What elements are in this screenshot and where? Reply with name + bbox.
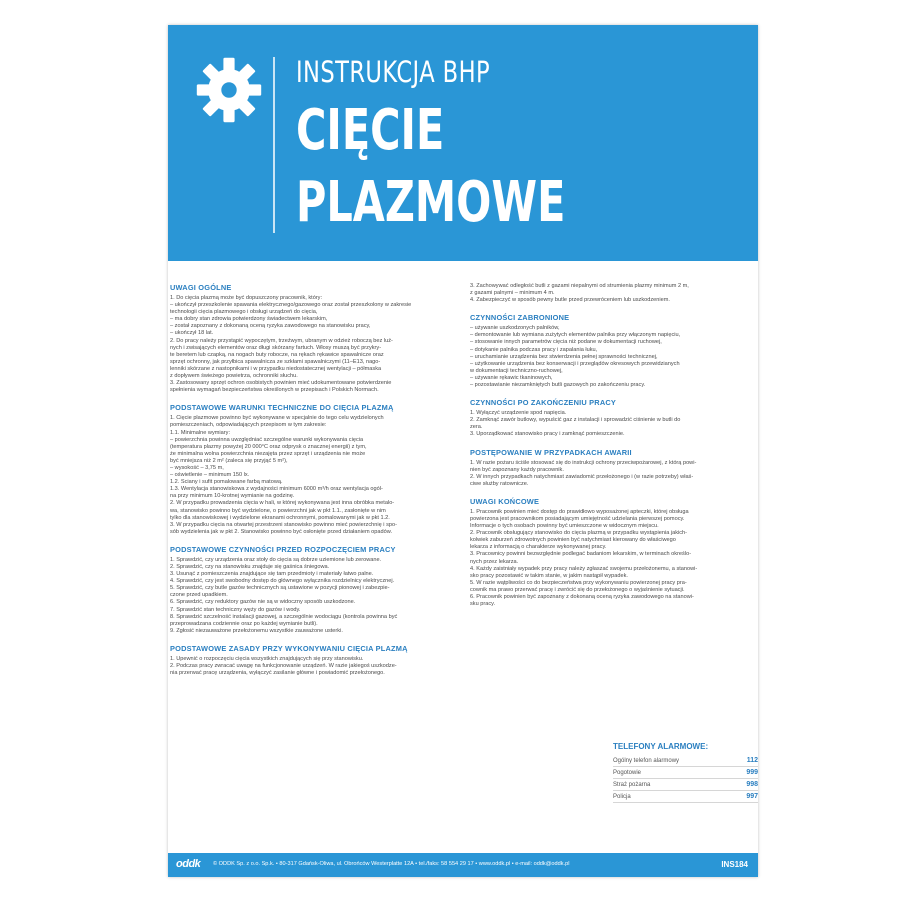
- section-text-line: 1. Pracownik powinien mieć dostęp do prawidłowo wyposażonej apteczki, której obsługa: [470, 508, 689, 515]
- document-code: INS184: [721, 860, 748, 869]
- section-text-line: – używanie uszkodzonych palników,: [470, 325, 560, 332]
- section-text-line: 3. Pracownicy powinni bezwzględnie podlegać badaniom lekarskim, w terminach określo-: [470, 551, 692, 558]
- section-text-line: być mniejsza niż 2 m² (zaleca się przyjąć 5 m²),: [170, 457, 288, 464]
- section: [470, 283, 760, 304]
- footer: [168, 853, 758, 877]
- section-text-line: nia przerwać pracę urządzenia, wyłączyć zasilanie główne i powiadomić przełożonego.: [170, 670, 385, 677]
- section-text-line: 1. Do cięcia plazmą może być dopuszczony pracownik, który:: [170, 295, 323, 301]
- phone-label: Straż pożarna: [613, 782, 651, 788]
- phone-number: 998: [746, 781, 758, 788]
- section-text-line: – ukończył przeszkolenie spawania elektrycznego/gazowego oraz został przeszkolony w zakresie: [170, 302, 412, 309]
- document-type: INSTRUKCJA BHP: [296, 55, 491, 89]
- section-text-line: zera.: [470, 424, 483, 431]
- section-text-line: – powierzchnia powinna uwzględniać szczególne warunki wykonywania cięcia: [170, 436, 364, 443]
- left-column: [170, 283, 460, 686]
- section: [470, 448, 760, 488]
- section-text-line: – został zapoznany z dokonaną oceną ryzyka zawodowego na stanowisku pracy,: [170, 323, 371, 330]
- section-text-line: – ma dobry stan zdrowia potwierdzony świadectwem lekarskim,: [170, 316, 328, 323]
- section-text-line: sku pracy.: [470, 601, 496, 608]
- header-divider: [273, 57, 275, 233]
- section-text-line: powierzona jest pracownikom posiadającym umiejętność udzielania pierwszej pomocy.: [470, 515, 685, 522]
- section-text-line: – wysokość – 3,75 m,: [170, 464, 224, 471]
- section-text-line: nien być zapoznany każdy pracownik.: [470, 466, 564, 473]
- section-text-line: Informacje o tych osobach powinny być umieszczone w widocznym miejscu.: [470, 523, 659, 530]
- section-text-line: 2. W przypadku prowadzenia cięcia w hali, w której wykonywana jest inna obróbka metalo-: [170, 500, 395, 507]
- section-text-line: lekarza z informacją o charakterze wykonywanej pracy.: [470, 544, 607, 551]
- section-text-line: 2. Do pracy należy przystąpić wypoczętym, trzeźwym, ubranym w odzież roboczą bez luź-: [170, 337, 393, 344]
- section-title: PODSTAWOWE WARUNKI TECHNICZNE DO CIĘCIA PLAZMĄ: [170, 403, 394, 413]
- phone-row: [613, 791, 758, 803]
- section-text-line: nych przez lekarza.: [470, 558, 519, 565]
- section-text-line: technologii cięcia plazmowego i obsługi urządzeń do cięcia,: [170, 309, 318, 316]
- section-text-line: – używanie rękawic tkaninowych,: [470, 374, 553, 381]
- section-text-line: 2. Pracownik obsługujący stanowisko do cięcia plazmą w przypadku wystąpienia jakich-: [470, 530, 688, 537]
- phone-number: 999: [746, 769, 758, 776]
- section-text-line: 7. Sprawdzić stan techniczny węży do gazów i wody.: [170, 606, 301, 613]
- section-text-line: z dopływem świeżego powietrza, ochronniki słuchu.: [170, 373, 298, 380]
- section-text-line: lenniki skórzane z nastopnikami i w przypadku niedostatecznej wentylacji – półmaska: [170, 365, 382, 372]
- phone-row: [613, 779, 758, 791]
- phone-label: Policja: [613, 794, 631, 800]
- section-text-line: pomieszczeniach, odpowiadających przepisom w tym zakresie:: [170, 422, 327, 429]
- section-text-line: 1. Wyłączyć urządzenie spod napięcia.: [470, 410, 567, 417]
- section-text-line: 5. Sprawdzić, czy butle gazów technicznych są ustawione w pozycji pionowej i zabezpie-: [170, 585, 390, 592]
- phone-number: 112: [746, 757, 758, 764]
- section-title: POSTĘPOWANIE W PRZYPADKACH AWARII: [470, 447, 632, 457]
- section-text-line: 2. Sprawdzić, czy na stanowisku znajduje się gaśnica śniegowa.: [170, 564, 330, 570]
- section-text-line: sób wydzielenia jak w pkt 2. Stanowisko powinno być osłonięte przed działaniem opadów.: [170, 528, 393, 535]
- section-text-line: – uruchamianie urządzenia bez stwierdzenia pełnej sprawności technicznej,: [470, 353, 658, 360]
- section-text-line: – dotykanie palnika podczas pracy i zapalania łuku,: [470, 346, 598, 353]
- section-text-line: nych i zwisających elementów oraz długi skórzany fartuch. Włosy muszą być przykry-: [170, 344, 382, 351]
- page-title: [296, 95, 565, 239]
- section-text-line: 3. W przypadku cięcia na otwartej przestrzeni stanowisko powinno mieć powierzchnię i spo-: [170, 521, 397, 528]
- phones-list: [613, 755, 758, 803]
- section-text-line: 1.1. Minimalne wymiary:: [170, 429, 230, 436]
- section-title: CZYNNOŚCI PO ZAKOŃCZENIU PRACY: [470, 398, 617, 408]
- section-text-line: (temperatura plazmy powyżej 20 000°C oraz odprysk o znacznej energii) z tym,: [170, 443, 367, 450]
- phone-label: Pogotowie: [613, 770, 642, 776]
- section-text-line: – pozostawianie niezamkniętych butli gazowych po zakończeniu pracy.: [470, 382, 646, 389]
- section: [470, 313, 760, 389]
- section-text-line: 3. Uporządkować stanowisko pracy i zamknąć pomieszczenie.: [470, 431, 625, 438]
- section-title: CZYNNOŚCI ZABRONIONE: [470, 313, 570, 323]
- section-text-line: spełnienia wymagań bezpieczeństwa określonych w przepisach i Polskich Normach.: [170, 387, 379, 394]
- section-text-line: 3. Usunąć z pomieszczenia znajdujące się tam przedmioty i materiały łatwo palne.: [170, 571, 374, 578]
- section-text-line: ciwe służby ratownicze.: [470, 480, 529, 487]
- header-banner: [168, 25, 758, 261]
- phone-label: Ogólny telefon alarmowy: [613, 758, 680, 764]
- section-text-line: 2. W innych przypadkach natychmiast zawiadomić przełożonego i (w razie potrzeby) właś-: [470, 473, 694, 480]
- oddk-logo: oddk: [176, 858, 201, 870]
- section-text-line: te beretem lub czapką, na nogach buty robocze, na rękach rękawice spawalnicze oraz: [170, 351, 384, 358]
- section-title: PODSTAWOWE CZYNNOŚCI PRZED ROZPOCZĘCIEM PRACY: [170, 544, 396, 554]
- section-text-line: sprzęt ochronny, jak przyłbica spawalnicza ze szkłami spawalniczymi (11–E13, nago-: [170, 358, 381, 365]
- section: [470, 398, 760, 438]
- section-text-line: 3. Zastosowany sprzęt ochron osobistych powinien mieć udokumentowane potwierdzenie: [170, 380, 392, 387]
- section: [170, 283, 460, 394]
- section-text-line: na przy minimum 10-krotnej wymianie na godzinę.: [170, 493, 295, 500]
- footer-contact: © ODDK Sp. z o.o. Sp.k. • 80-317 Gdańsk-Oliwa, ul. Obrońców Westerplatte 12A • tel./faks: 58 554 29 17 • www.oddk.pl • e-mail: oddk@oddk.pl: [213, 861, 570, 867]
- section-text-line: przeprowadzana codziennie oraz po każdej wymianie butli).: [170, 620, 318, 627]
- section-text-line: 1. Cięcie plazmowe powinno być wykonywane w specjalnie do tego celu wydzielonych: [170, 415, 384, 422]
- section: [170, 403, 460, 536]
- section-text-line: – oświetlenie – minimum 150 lx.: [170, 472, 250, 479]
- section-title: UWAGI KOŃCOWE: [470, 496, 540, 506]
- phone-row: [613, 755, 758, 767]
- section-text-line: że minimalna wolna powierzchnia niezajęta przez sprzęt i urządzenia nie może: [170, 450, 366, 457]
- title-line-1: CIĘCIE: [296, 98, 445, 163]
- section-text-line: wa, stanowisko powinno być wydzielone, o powierzchni jak w pkt 1.1., zasłonięte w nim: [170, 507, 386, 514]
- section: [170, 644, 460, 677]
- section-text-line: z gazami palnymi – minimum 4 m.: [470, 290, 555, 297]
- section-text-line: 3. Zachowywać odległość butli z gazami niepalnymi od strumienia plazmy minimum 2 m,: [470, 283, 689, 289]
- gear-icon: [194, 55, 264, 125]
- section-text-line: 1.3. Wentylacja stanowiskowa z wydajności minimum 6000 m³/h oraz wentylacja ogól-: [170, 486, 383, 493]
- phone-row: [613, 767, 758, 779]
- section-text-line: 1. W razie pożaru ściśle stosować się do instrukcji ochrony przeciwpożarowej, z którą powi-: [470, 459, 697, 466]
- section-text-line: tylko dla stanowiskowej i wydzielone ekranami ochronnymi, pomalowanymi jak w pkt 1.2.: [170, 514, 390, 521]
- section-title: UWAGI OGÓLNE: [170, 283, 232, 292]
- phones-title: TELEFONY ALARMOWE:: [613, 742, 709, 751]
- emergency-phones: [613, 742, 758, 803]
- phone-number: 997: [746, 793, 758, 800]
- section-text-line: 4. Sprawdzić, czy jest swobodny dostęp do głównego wyłącznika rozdzielnicy elektrycznej.: [170, 578, 395, 585]
- section-text-line: 2. Zamknąć zawór butlowy, wypuścić gaz z instalacji i sprowadzić ciśnienie w butli do: [470, 417, 681, 424]
- section-text-line: w dokumentacji techniczno-ruchowej,: [470, 367, 563, 374]
- section-text-line: 4. Każdy zaistniały wypadek przy pracy należy zgłaszać swojemu przełożonemu, a stanowi-: [470, 565, 698, 572]
- section-text-line: 2. Podczas pracy zwracać uwagę na funkcjonowanie urządzeń. W razie jakiegoś uszkodze-: [170, 663, 397, 670]
- section-text-line: kolwiek zaburzeń zdrowotnych powinien być natychmiast kierowany do właściwego: [470, 537, 676, 544]
- section-text-line: 9. Zgłosić niezauważone przełożonemu wszystkie zauważone usterki.: [170, 627, 343, 634]
- title-line-2: PLAZMOWE: [296, 170, 566, 235]
- section-text-line: 5. W razie wątpliwości co do bezpieczeństwa przy wykonywaniu powierzonej pracy pra-: [470, 579, 687, 586]
- section: [170, 545, 460, 635]
- section-text-line: 1. Upewnić o rozpoczęciu cięcia wszystkich znajdujących się przy stanowisku.: [170, 655, 364, 662]
- right-column: [470, 283, 760, 617]
- section-text-line: – ukończył 18 lat.: [170, 330, 214, 337]
- section-text-line: cownik ma prawo przerwać pracę i zwrócić się do przełożonego o wyjaśnienie sytuacji.: [470, 586, 685, 593]
- section-text-line: czone przed upadkiem.: [170, 592, 228, 599]
- section-title: PODSTAWOWE ZASADY PRZY WYKONYWANIU CIĘCIA PLAZMĄ: [170, 643, 408, 653]
- section: [470, 497, 760, 608]
- section-text-line: – stosowanie innych parametrów cięcia niż podane w dokumentacji ruchowej,: [470, 339, 662, 346]
- section-text-line: 8. Sprawdzić szczelność instalacji gazowej, a szczególnie wodociągu (kontrola powinna być: [170, 613, 398, 620]
- section-text-line: sko pracy pozostawić w takim stanie, w jakim nastąpił wypadek.: [470, 572, 628, 579]
- section-text-line: – użytkowanie urządzenia bez konserwacji i przeglądów okresowych przewidzianych: [470, 360, 680, 367]
- section-text-line: 4. Zabezpieczyć w sposób pewny butle przed przewróceniem lub uszkodzeniem.: [470, 297, 670, 304]
- section-text-line: 1.2. Ściany i sufit pomalowane farbą matową.: [170, 479, 283, 486]
- section-text-line: 6. Sprawdzić, czy reduktory gazów nie są w widoczny sposób uszkodzone.: [170, 599, 356, 606]
- section-text-line: 6. Pracownik powinien być zapoznany z dokonaną oceną ryzyka zawodowego na stanowi-: [470, 594, 694, 600]
- section-text-line: 1. Sprawdzić, czy urządzenia oraz stoły do cięcia są dobrze uziemione lub zerowane.: [170, 556, 382, 563]
- section-text-line: – demontowanie lub wymiana zużytych elementów palnika przy włączonym napięciu,: [470, 332, 681, 339]
- poster: [168, 25, 758, 877]
